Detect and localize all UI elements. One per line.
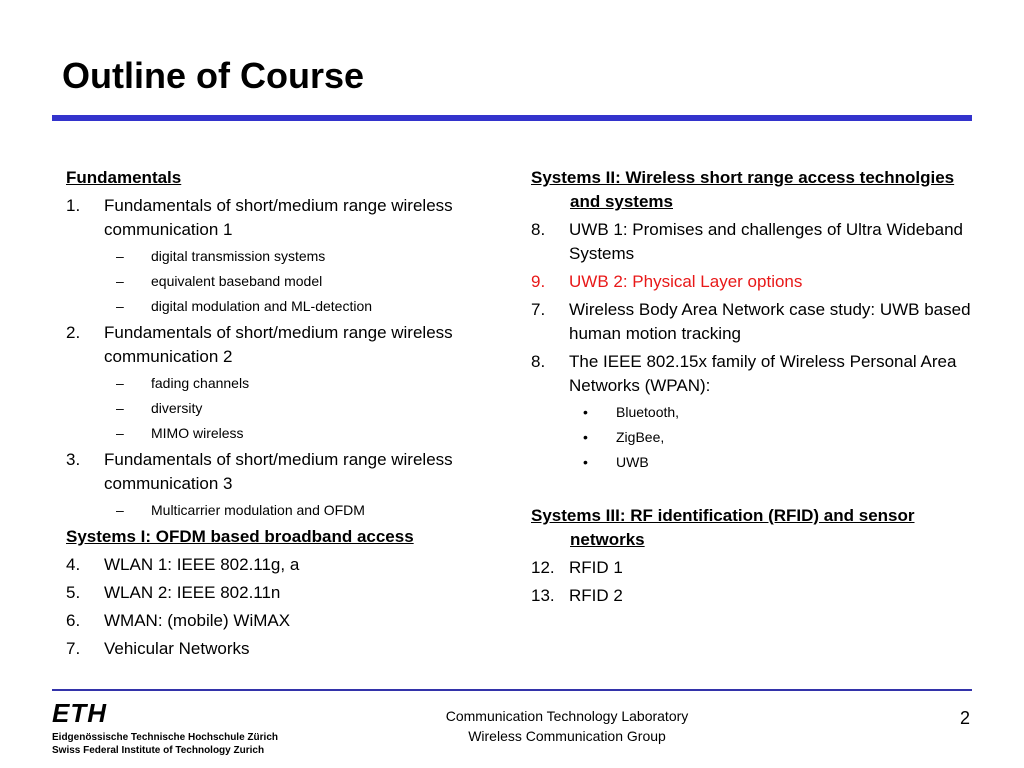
eth-logo (52, 700, 292, 760)
item-text: Fundamentals of short/medium range wireless communication 2 (104, 323, 453, 366)
item-number: 5. (66, 583, 81, 602)
item-number: 1. (66, 196, 81, 215)
item-number: 7. (66, 639, 81, 658)
sub-item-text: MIMO wireless (151, 425, 244, 441)
sub-item-text: diversity (151, 400, 203, 416)
left-column (66, 166, 496, 665)
item-number: 8. (531, 352, 546, 371)
list-item-highlighted (531, 270, 971, 294)
list-item (531, 350, 971, 398)
eth-logo-mark: ETH (52, 700, 107, 728)
list-item (66, 321, 496, 369)
bullet-item (531, 402, 971, 422)
bullet-marker: • (583, 454, 588, 470)
dash-marker: – (116, 273, 124, 289)
item-text: UWB 2: Physical Layer options (569, 272, 803, 291)
sub-item-text: digital transmission systems (151, 248, 326, 264)
item-text: The IEEE 802.15x family of Wireless Personal Area Networks (WPAN): (569, 352, 957, 395)
sub-item (66, 246, 496, 266)
title-divider (52, 115, 972, 121)
item-number: 12. (531, 558, 555, 577)
bullet-item (531, 427, 971, 447)
list-item (66, 581, 496, 605)
sub-item (66, 373, 496, 393)
item-text: UWB 1: Promises and challenges of Ultra Wideband Systems (569, 220, 964, 263)
footer-affiliation (410, 706, 724, 746)
list-item (66, 448, 496, 496)
item-number: 4. (66, 555, 81, 574)
item-text: Fundamentals of short/medium range wireless communication 3 (104, 450, 453, 493)
sub-item-text: equivalent baseband model (151, 273, 323, 289)
eth-logo-line-1: Eidgenössische Technische Hochschule Zürich (52, 732, 278, 743)
dash-marker: – (116, 248, 124, 264)
page-number: 2 (959, 708, 970, 728)
sub-item-text: digital modulation and ML-detection (151, 298, 373, 314)
item-text: Wireless Body Area Network case study: UWB based human motion tracking (569, 300, 971, 343)
item-text: RFID 2 (569, 586, 623, 605)
section-header-systems-3: Systems III: RF identification (RFID) and sensor networks (531, 506, 915, 549)
bullet-marker: • (583, 429, 588, 445)
item-number: 8. (531, 220, 546, 239)
footer-divider (52, 689, 972, 691)
list-item (531, 556, 971, 580)
section-spacer (531, 477, 971, 504)
sub-item (66, 423, 496, 443)
list-item (531, 298, 971, 346)
item-number: 2. (66, 323, 81, 342)
dash-marker: – (116, 502, 124, 518)
footer-group: Wireless Communication Group (468, 728, 666, 744)
sub-item (66, 398, 496, 418)
eth-logo-line-2: Swiss Federal Institute of Technology Zurich (52, 745, 265, 756)
item-text: Vehicular Networks (104, 639, 250, 658)
right-column (531, 166, 971, 612)
item-number: 9. (531, 272, 546, 291)
sub-item (66, 271, 496, 291)
list-item (531, 584, 971, 608)
sub-item (66, 296, 496, 316)
sub-item-text: fading channels (151, 375, 250, 391)
item-number: 3. (66, 450, 81, 469)
dash-marker: – (116, 400, 124, 416)
list-item (66, 553, 496, 577)
item-text: WMAN: (mobile) WiMAX (104, 611, 291, 630)
list-item (66, 637, 496, 661)
item-text: RFID 1 (569, 558, 623, 577)
dash-marker: – (116, 425, 124, 441)
section-header-fundamentals: Fundamentals (66, 168, 182, 187)
sub-item (66, 500, 496, 520)
item-text: Fundamentals of short/medium range wireless communication 1 (104, 196, 453, 239)
item-text: WLAN 1: IEEE 802.11g, a (104, 555, 300, 574)
dash-marker: – (116, 375, 124, 391)
list-item (66, 609, 496, 633)
dash-marker: – (116, 298, 124, 314)
bullet-text: ZigBee, (616, 429, 665, 445)
sub-item-text: Multicarrier modulation and OFDM (151, 502, 365, 518)
bullet-text: Bluetooth, (616, 404, 680, 420)
item-number: 6. (66, 611, 81, 630)
slide-title: Outline of Course (62, 55, 365, 96)
item-number: 13. (531, 586, 555, 605)
list-item (531, 218, 971, 266)
bullet-text: UWB (616, 454, 649, 470)
section-header-systems-1: Systems I: OFDM based broadband access (66, 527, 414, 546)
bullet-item (531, 452, 971, 472)
item-number: 7. (531, 300, 546, 319)
list-item (66, 194, 496, 242)
item-text: WLAN 2: IEEE 802.11n (104, 583, 281, 602)
bullet-marker: • (583, 404, 588, 420)
footer-lab: Communication Technology Laboratory (445, 708, 689, 724)
section-header-systems-2: Systems II: Wireless short range access technolgies and systems (531, 168, 955, 211)
